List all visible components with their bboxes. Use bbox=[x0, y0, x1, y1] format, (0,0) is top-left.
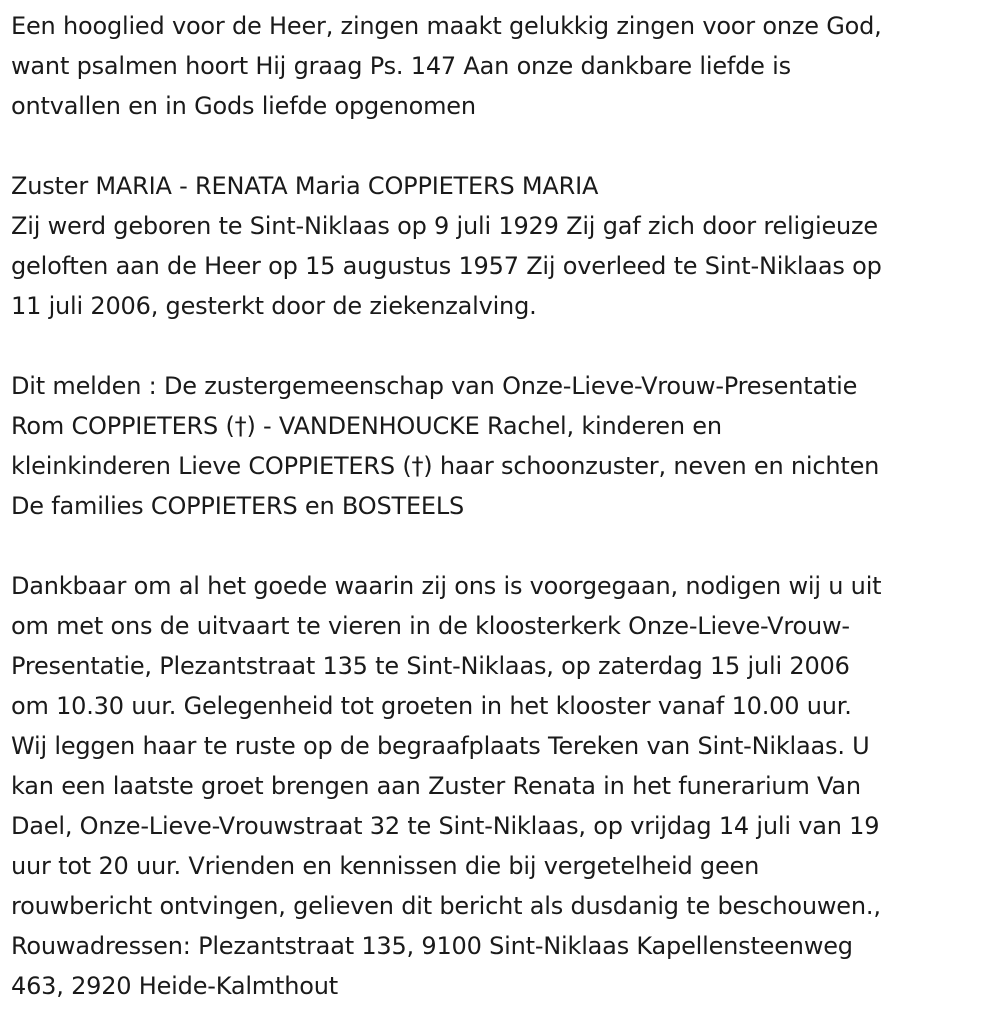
life-paragraph bbox=[11, 206, 995, 326]
death-notice bbox=[11, 6, 995, 1006]
funeral-line: 463, 2920 Heide-Kalmthout bbox=[11, 972, 338, 1000]
funeral-line: rouwbericht ontvingen, gelieven dit bericht als dusdanig te beschouwen., bbox=[11, 892, 881, 920]
funeral-line: om met ons de uitvaart te vieren in de kloosterkerk Onze-Lieve-Vrouw- bbox=[11, 612, 850, 640]
funeral-line: Wij leggen haar te ruste op de begraafplaats Tereken van Sint-Niklaas. U bbox=[11, 732, 870, 760]
opening-line: want psalmen hoort Hij graag Ps. 147 Aan onze dankbare liefde is bbox=[11, 52, 791, 80]
paragraph-gap bbox=[11, 526, 995, 566]
funeral-paragraph bbox=[11, 566, 995, 1006]
opening-line: Een hooglied voor de Heer, zingen maakt gelukkig zingen voor onze God, bbox=[11, 12, 882, 40]
life-line: 11 juli 2006, gesterkt door de ziekenzalving. bbox=[11, 292, 537, 320]
funeral-line: uur tot 20 uur. Vrienden en kennissen die bij vergetelheid geen bbox=[11, 852, 760, 880]
family-line: Rom COPPIETERS (†) - VANDENHOUCKE Rachel, kinderen en bbox=[11, 412, 722, 440]
name-line: Zuster MARIA - RENATA Maria COPPIETERS MARIA bbox=[11, 172, 599, 200]
funeral-line: om 10.30 uur. Gelegenheid tot groeten in het klooster vanaf 10.00 uur. bbox=[11, 692, 852, 720]
life-line: geloften aan de Heer op 15 augustus 1957 Zij overleed te Sint-Niklaas op bbox=[11, 252, 882, 280]
deceased-name bbox=[11, 166, 995, 206]
life-line: Zij werd geboren te Sint-Niklaas op 9 juli 1929 Zij gaf zich door religieuze bbox=[11, 212, 878, 240]
paragraph-gap bbox=[11, 126, 995, 166]
funeral-line: Dael, Onze-Lieve-Vrouwstraat 32 te Sint-Niklaas, op vrijdag 14 juli van 19 bbox=[11, 812, 880, 840]
paragraph-gap bbox=[11, 326, 995, 366]
opening-paragraph bbox=[11, 6, 995, 126]
family-line: kleinkinderen Lieve COPPIETERS (†) haar schoonzuster, neven en nichten bbox=[11, 452, 880, 480]
funeral-line: Rouwadressen: Plezantstraat 135, 9100 Sint-Niklaas Kapellensteenweg bbox=[11, 932, 853, 960]
family-paragraph bbox=[11, 366, 995, 526]
opening-line: ontvallen en in Gods liefde opgenomen bbox=[11, 92, 476, 120]
funeral-line: Dankbaar om al het goede waarin zij ons is voorgegaan, nodigen wij u uit bbox=[11, 572, 882, 600]
family-line: Dit melden : De zustergemeenschap van Onze-Lieve-Vrouw-Presentatie bbox=[11, 372, 858, 400]
funeral-line: kan een laatste groet brengen aan Zuster Renata in het funerarium Van bbox=[11, 772, 861, 800]
family-line: De families COPPIETERS en BOSTEELS bbox=[11, 492, 465, 520]
funeral-line: Presentatie, Plezantstraat 135 te Sint-Niklaas, op zaterdag 15 juli 2006 bbox=[11, 652, 850, 680]
